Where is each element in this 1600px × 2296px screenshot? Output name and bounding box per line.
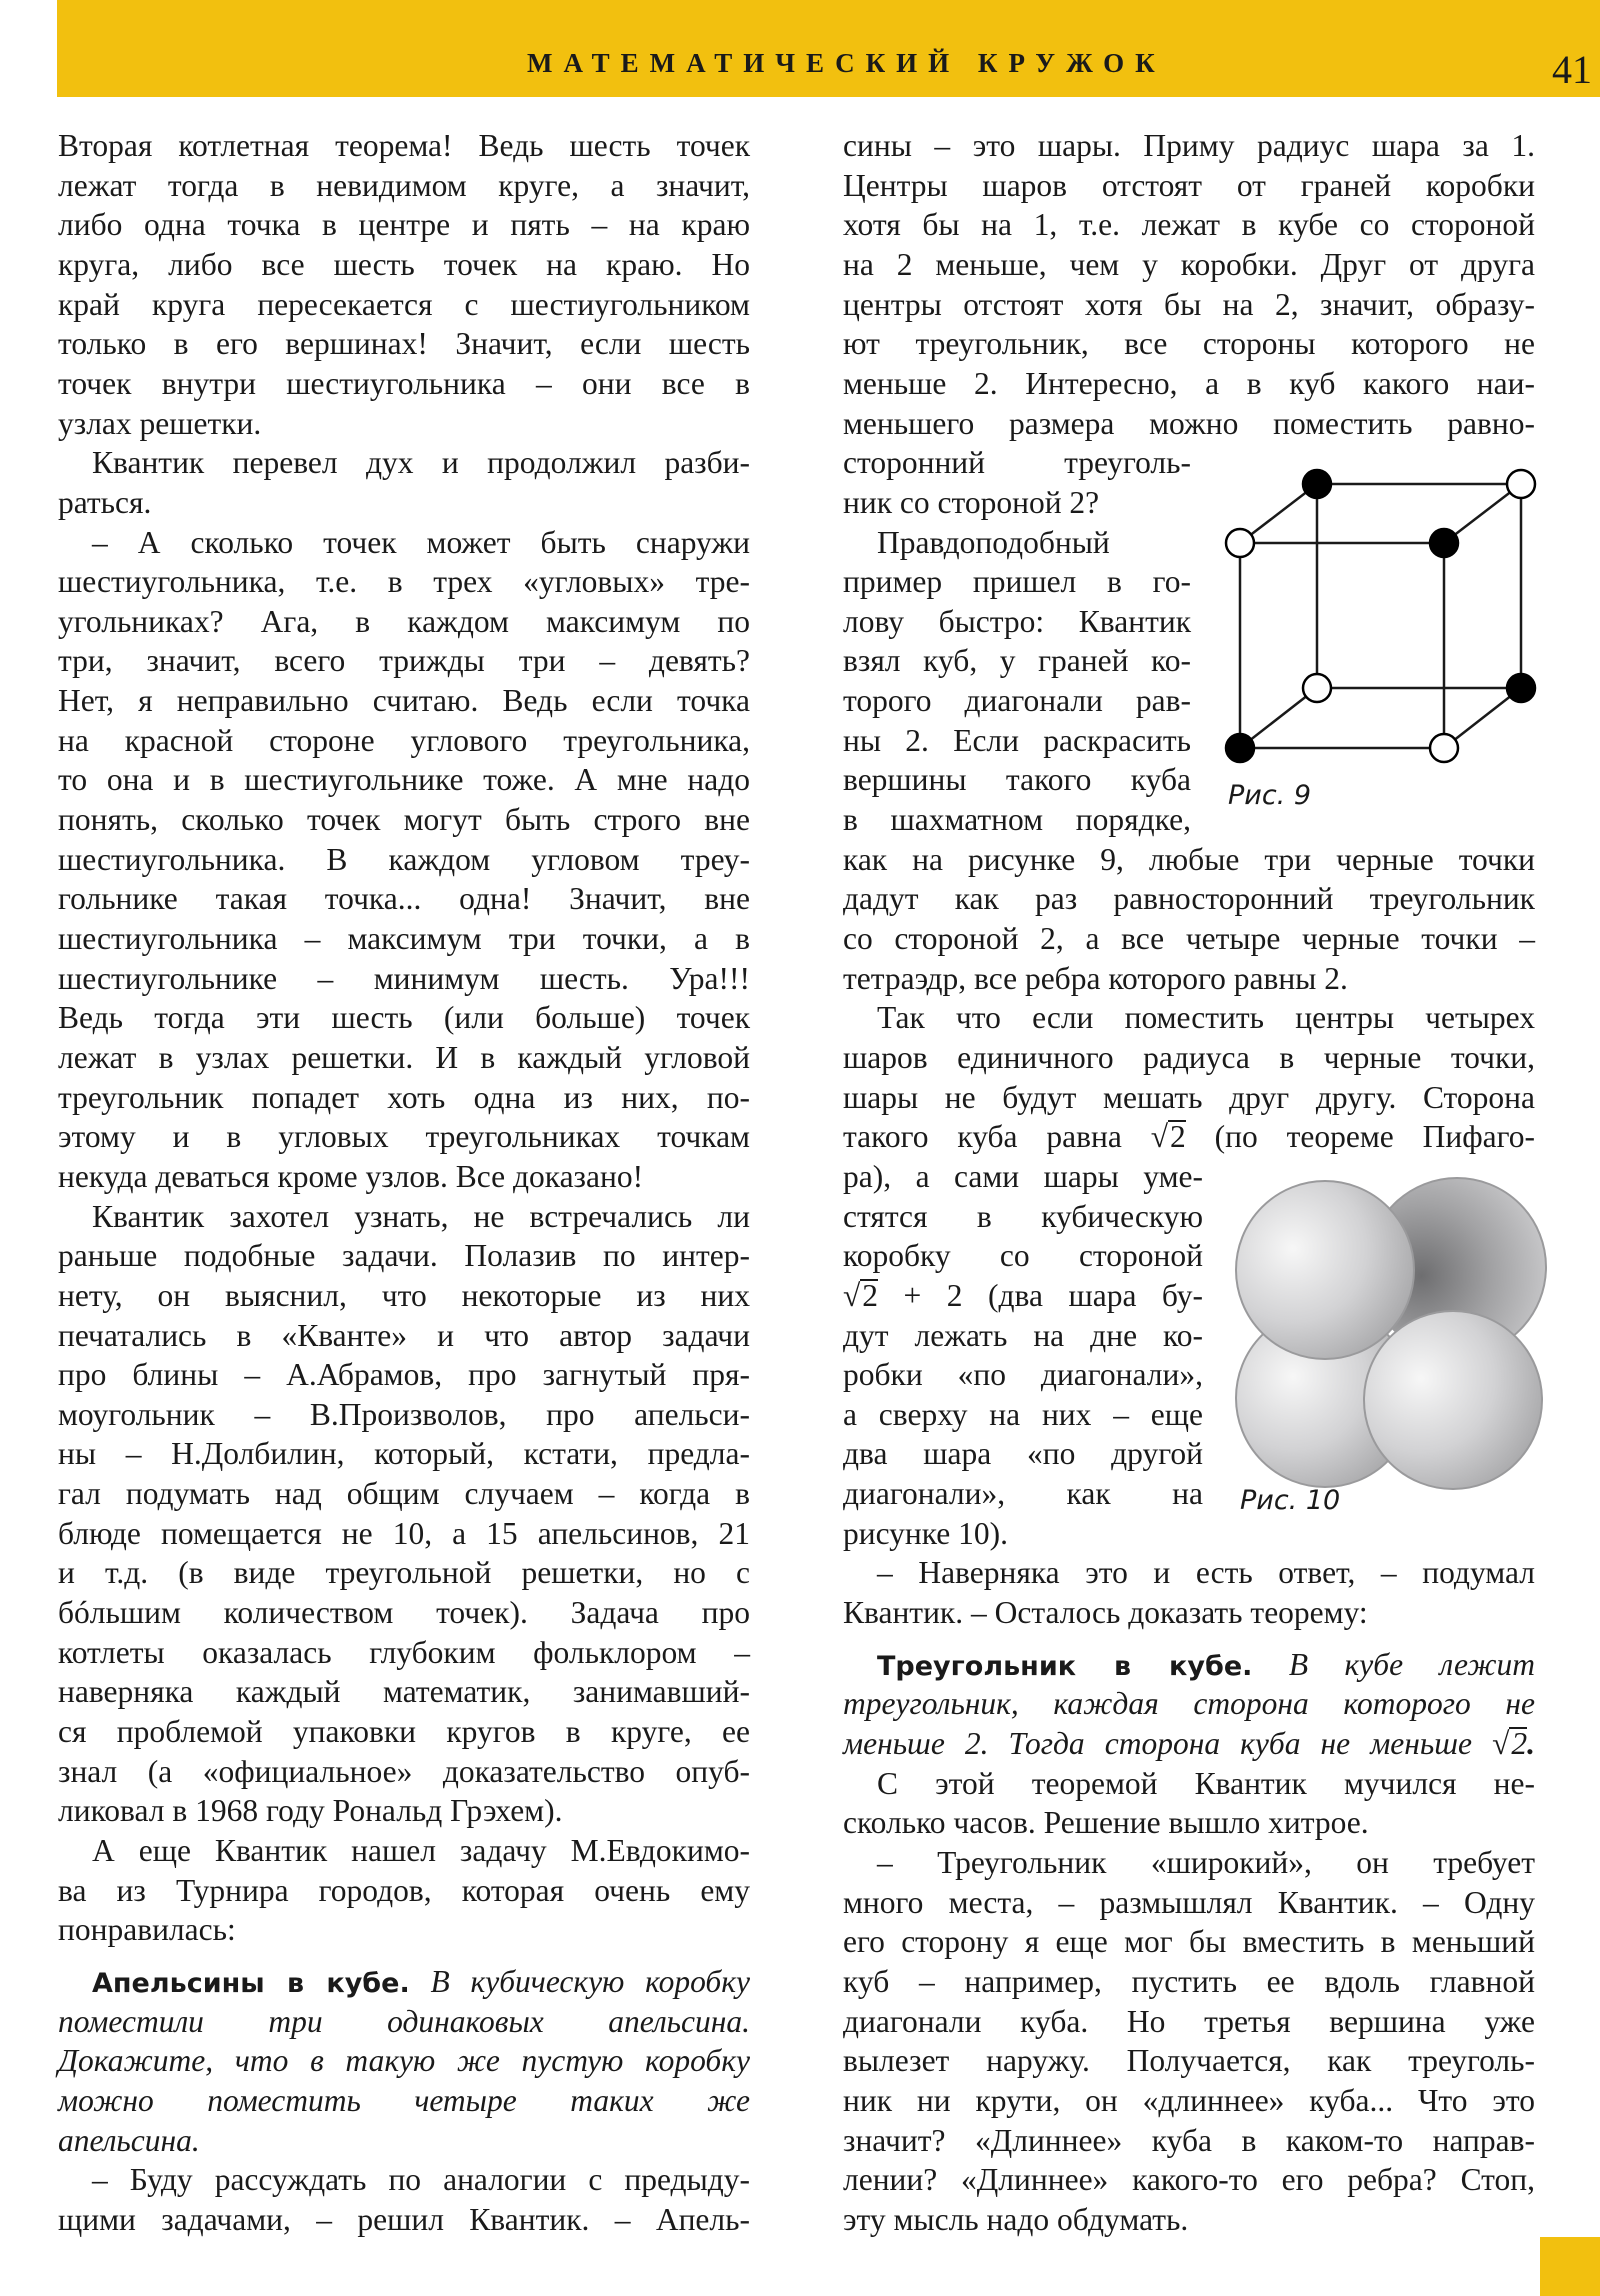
text: такого куба равна: [843, 1119, 1122, 1154]
paragraph-line: раться.: [58, 485, 152, 520]
paragraph-line: со стороной 2, а все четыре черные точки –: [843, 921, 1535, 956]
paragraph-line: – Треугольник «широкий», он требует: [877, 1845, 1535, 1880]
theorem-text: В кубе лежит: [1288, 1647, 1536, 1682]
paragraph-line: на красной стороне углового треугольника,: [58, 723, 750, 758]
figure-10-caption: Рис. 10: [1240, 1485, 1341, 1516]
paragraph-line: гал подумать над общим случаем – когда в: [58, 1476, 750, 1511]
paragraph-line: котлеты оказалась глубоким фольклором –: [58, 1635, 750, 1670]
paragraph-line: лении? «Длиннее» какого-то его ребра? Стоп,: [843, 2162, 1535, 2197]
paragraph-line: дут лежать на дне ко-: [843, 1318, 1203, 1353]
paragraph-line: тетраэдр, все ребра которого равны 2.: [843, 961, 1348, 996]
paragraph-line: то она и в шестиугольнике тоже. А мне надо: [58, 762, 750, 797]
paragraph-line: ник со стороной 2?: [843, 485, 1100, 520]
paragraph-line: ны – Н.Долбилин, который, кстати, предла-: [58, 1436, 750, 1471]
cube-vertices: [1226, 470, 1535, 762]
paragraph-line: в шахматном порядке,: [843, 802, 1191, 837]
paragraph-line: Квантик захотел узнать, не встречались ли: [92, 1199, 750, 1234]
paragraph-line: знал (а «официальное» доказательство опуб-: [58, 1754, 750, 1789]
section-title: МАТЕМАТИЧЕСКИЙ КРУЖОК: [527, 48, 1166, 78]
paragraph-line: шаров единичного радиуса в черные точки,: [843, 1040, 1535, 1075]
problem-title: Апельсины в кубе.: [92, 1968, 410, 1999]
paragraph-line: ра), а сами шары уме-: [843, 1159, 1203, 1194]
problem-line: поместили три одинаковых апельсина.: [58, 2004, 750, 2039]
cube-vertex-back-bottom-right: [1507, 674, 1535, 702]
cube-vertex-front-bottom-right: [1430, 734, 1458, 762]
cube-vertex-back-top-left: [1303, 470, 1331, 498]
paragraph-line: лежат тогда в невидимом круге, а значит,: [58, 168, 750, 203]
paragraph-line: ны 2. Если раскрасить: [843, 723, 1191, 758]
paragraph-line: дадут как раз равносторонний треугольник: [843, 881, 1535, 916]
paragraph-line: блюде помещается не 10, а 15 апельсинов, 21: [58, 1516, 750, 1551]
cube-vertex-back-top-right: [1507, 470, 1535, 498]
paragraph-line: бóльшим количеством точек). Задача про: [58, 1595, 750, 1630]
paragraph-line: взял куб, у граней ко-: [843, 643, 1191, 678]
paragraph-line: меньшего размера можно поместить равно-: [843, 406, 1535, 441]
sphere-front-right: [1364, 1311, 1542, 1489]
paragraph-line: три, значит, всего трижды три – девять?: [58, 643, 750, 678]
paragraph-line: вершины такого куба: [843, 762, 1191, 797]
paragraph-line: стятся в кубическую: [843, 1199, 1203, 1234]
paragraph-line: Вторая котлетная теорема! Ведь шесть точек: [58, 128, 750, 163]
text: меньше 2. Тогда сторона куба не меньше: [843, 1726, 1473, 1761]
paragraph-line: только в его вершинах! Значит, если шесть: [58, 326, 750, 361]
paragraph-line: ва из Турнира городов, которая очень ему: [58, 1873, 750, 1908]
paragraph-line: робки «по диагонали»,: [843, 1357, 1203, 1392]
paragraph-line: Центры шаров отстоят от граней коробки: [843, 168, 1535, 203]
paragraph-line: ник ни крути, он «длиннее» куба... Что это: [843, 2083, 1535, 2118]
corner-accent-block: [1540, 2237, 1600, 2296]
sqrt-radicand: 2: [862, 1278, 879, 1313]
paragraph-line: моугольник – В.Произволов, про апельси-: [58, 1397, 750, 1432]
paragraph-line: Так что если поместить центры четырех: [877, 1000, 1535, 1035]
paragraph-line: рисунке 10).: [843, 1516, 1009, 1551]
paragraph-line: – А сколько точек может быть снаружи: [92, 525, 750, 560]
paragraph-line: а сверху на них – еще: [843, 1397, 1203, 1432]
paragraph-line: понравилась:: [58, 1912, 236, 1947]
paragraph-line: понять, сколько точек могут быть строго вне: [58, 802, 750, 837]
text: + 2 (два шара бу-: [903, 1278, 1204, 1313]
paragraph-line: сины – это шары. Приму радиус шара за 1.: [843, 128, 1535, 163]
paragraph-line: куб – например, пустить ее вдоль главной: [843, 1964, 1535, 1999]
paragraph-line: край круга пересекается с шестиугольником: [58, 287, 750, 322]
paragraph-line: диагонали», как на: [843, 1476, 1203, 1511]
paragraph-line: лежат в узлах решетки. И в каждый угловой: [58, 1040, 750, 1075]
paragraph-line: печатались в «Кванте» и что автор задачи: [58, 1318, 750, 1353]
paragraph-line: либо одна точка в центре и пять – на краю: [58, 207, 750, 242]
paragraph-line: сколько часов. Решение вышло хитрое.: [843, 1805, 1369, 1840]
paragraph-line: диагонали куба. Но третья вершина уже: [843, 2004, 1535, 2039]
paragraph-line: шары не будут мешать друг другу. Сторона: [843, 1080, 1535, 1115]
page-number: 41: [1552, 47, 1592, 92]
paragraph-line: сторонний треуголь-: [843, 445, 1191, 480]
paragraph-line: этому и в угловых треугольниках точкам: [58, 1119, 750, 1154]
paragraph-line: точек внутри шестиугольника – они все в: [58, 366, 750, 401]
paragraph-line: как на рисунке 9, любые три черные точки: [843, 842, 1535, 877]
paragraph-line: шестиугольника – максимум три точки, а в: [58, 921, 750, 956]
paragraph-line: круга, либо все шесть точек на краю. Но: [58, 247, 750, 282]
paragraph-line: коробку со стороной: [843, 1238, 1203, 1273]
paragraph-line: лову быстро: Квантик: [843, 604, 1191, 639]
paragraph-line: А еще Квантик нашел задачу М.Евдокимо-: [92, 1833, 750, 1868]
paragraph-line: торого диагонали рав-: [843, 683, 1191, 718]
paragraph-line: его сторону я еще мог бы вместить в меньший: [843, 1924, 1535, 1959]
problem-text: В кубическую коробку: [430, 1964, 750, 1999]
paragraph-line: узлах решетки.: [58, 406, 262, 441]
problem-line: Докажите, что в такую же пустую коробку: [58, 2043, 750, 2078]
paragraph-line: пример пришел в го-: [843, 564, 1191, 599]
figure-10-spheres-diagram: [1220, 1170, 1580, 1490]
paragraph-line-with-sqrt: такого куба равна √2 (по теореме Пифаго-: [843, 1119, 1535, 1154]
paragraph-line: Ведь тогда эти шесть (или больше) точек: [58, 1000, 750, 1035]
paragraph-line: много места, – размышлял Квантик. – Одну: [843, 1885, 1535, 1920]
theorem-line-with-sqrt: меньше 2. Тогда сторона куба не меньше √2.: [843, 1726, 1535, 1761]
paragraph-line: Квантик перевел дух и продолжил разби-: [92, 445, 750, 480]
paragraph-line: на 2 меньше, чем у коробки. Друг от друга: [843, 247, 1535, 282]
paragraph-line: наверняка каждый математик, занимавший-: [58, 1674, 750, 1709]
paragraph-line: ют треугольник, все стороны которого не: [843, 326, 1535, 361]
paragraph-line: нету, он выяснил, что некоторые из них: [58, 1278, 750, 1313]
paragraph-line: хотя бы на 1, т.е. лежат в кубе со стороной: [843, 207, 1535, 242]
paragraph-line: С этой теоремой Квантик мучился не-: [877, 1766, 1535, 1801]
paragraph-line: ся проблемой упаковки кругов в круге, ее: [58, 1714, 750, 1749]
theorem-line: треугольник, каждая сторона которого не: [843, 1686, 1535, 1721]
paragraph-line: угольниках? Ага, в каждом максимум по: [58, 604, 750, 639]
paragraph-line: – Буду рассуждать по аналогии с предыду-: [92, 2162, 750, 2197]
paragraph-line: шестиугольнике – минимум шесть. Ура!!!: [58, 961, 750, 996]
paragraph-line: Квантик. – Осталось доказать теорему:: [843, 1595, 1368, 1630]
paragraph-line: некуда деваться кроме узлов. Все доказано!: [58, 1159, 644, 1194]
paragraph-line: меньше 2. Интересно, а в куб какого наи-: [843, 366, 1535, 401]
paragraph-line: вылезет наружу. Получается, как треуголь-: [843, 2043, 1535, 2078]
cube-edges: [1240, 484, 1521, 748]
text: .: [1527, 1726, 1535, 1761]
problem-line: можно поместить четыре таких же: [58, 2083, 750, 2118]
text: (по теореме Пифаго-: [1214, 1119, 1535, 1154]
paragraph-line-with-sqrt: √2 + 2 (два шара бу-: [843, 1278, 1204, 1313]
paragraph-line: – Наверняка это и есть ответ, – подумал: [877, 1555, 1535, 1590]
sphere-top-left: [1236, 1181, 1414, 1359]
problem-line: апельсина.: [58, 2123, 200, 2158]
paragraph-line: ликовал в 1968 году Рональд Грэхем).: [58, 1793, 563, 1828]
paragraph-line: шестиугольника, т.е. в трех «угловых» тре-: [58, 564, 750, 599]
figure-9-caption: Рис. 9: [1228, 780, 1312, 811]
paragraph-line: Правдоподобный: [877, 525, 1110, 560]
paragraph-line: и т.д. (в виде треугольной решетки, но с: [58, 1555, 750, 1590]
sqrt-radicand: 2: [1511, 1726, 1528, 1761]
cube-vertex-front-top-right: [1430, 529, 1458, 557]
paragraph-line: гольнике такая точка... одна! Значит, вне: [58, 881, 750, 916]
cube-vertex-back-bottom-left: [1303, 674, 1331, 702]
paragraph-line: раньше подобные задачи. Полазив по интер-: [58, 1238, 750, 1273]
paragraph-line: два шара «по другой: [843, 1436, 1203, 1471]
paragraph-line: центры отстоят хотя бы на 2, значит, образу-: [843, 287, 1535, 322]
theorem-title: Треугольник в кубе.: [877, 1651, 1253, 1682]
paragraph-line: щими задачами, – решил Квантик. – Апель-: [58, 2202, 750, 2237]
cube-vertex-front-top-left: [1226, 529, 1254, 557]
paragraph-line: Нет, я неправильно считаю. Ведь если точка: [58, 683, 750, 718]
paragraph-line: эту мысль надо обдумать.: [843, 2202, 1189, 2237]
paragraph-line: треугольник попадет хоть одна из них, по-: [58, 1080, 750, 1115]
sqrt-radicand: 2: [1170, 1119, 1186, 1154]
cube-vertex-front-bottom-left: [1226, 734, 1254, 762]
paragraph-line: про блины – А.Абрамов, про загнутый пря-: [58, 1357, 750, 1392]
paragraph-line: шестиугольника. В каждом угловом треу-: [58, 842, 750, 877]
paragraph-line: значит? «Длиннее» куба в каком-то направ-: [843, 2123, 1535, 2158]
